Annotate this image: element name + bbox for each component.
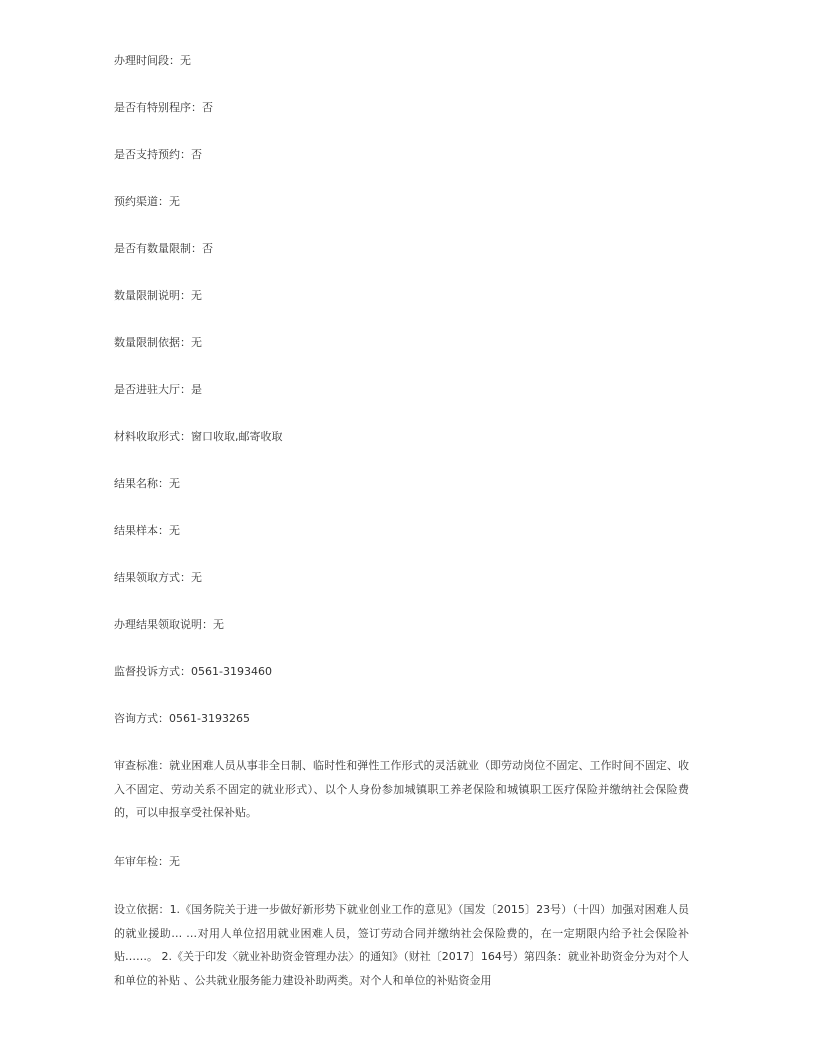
field-label: 材料收取形式： xyxy=(114,430,191,443)
field-value: 否 xyxy=(202,242,213,255)
field-material-collection xyxy=(114,430,283,444)
legal-basis-paragraph xyxy=(114,898,689,992)
field-value: 无 xyxy=(213,618,224,631)
field-value: 无 xyxy=(169,477,180,490)
field-value: 无 xyxy=(169,855,180,868)
field-label: 年审年检： xyxy=(114,855,169,868)
review-standard-paragraph xyxy=(114,754,689,825)
field-value: 否 xyxy=(191,148,202,161)
field-result-pickup xyxy=(114,571,202,585)
field-value: 窗口收取,邮寄收取 xyxy=(191,430,283,443)
field-label: 是否有特别程序： xyxy=(114,101,202,114)
field-value: 无 xyxy=(169,524,180,537)
field-appointment-support xyxy=(114,148,202,162)
field-label: 是否进驻大厅： xyxy=(114,383,191,396)
field-label: 是否有数量限制： xyxy=(114,242,202,255)
field-value: 无 xyxy=(180,54,191,67)
field-label: 数量限制说明： xyxy=(114,289,191,302)
field-special-procedure xyxy=(114,101,213,115)
field-label: 监督投诉方式： xyxy=(114,665,191,678)
field-label: 设立依据： xyxy=(114,903,170,916)
field-label: 审查标准： xyxy=(114,759,170,772)
field-value: 1.《国务院关于进一步做好新形势下就业创业工作的意见》（国发〔2015〕23号）（十四）加强对困难人员的就业援助… …对用人单位招用就业困难人员，签订劳动合同并缴纳社会保险费的，在一定期限内给予社会保险补贴……。 2.《关于印发〈就业补助资金管理办法〉的通知》（财社〔2017〕164号）第四条：就业补助资金分为对个人和单位的补贴 、公共就业服务能力建设补助两类。对个人和单位的补贴资金用 xyxy=(114,903,690,987)
field-result-sample xyxy=(114,524,180,538)
field-value: 无 xyxy=(191,336,202,349)
field-value: 0561-3193460 xyxy=(191,665,272,678)
field-label: 办理时间段： xyxy=(114,54,180,67)
field-value: 否 xyxy=(202,101,213,114)
field-value: 就业困难人员从事非全日制、临时性和弹性工作形式的灵活就业（即劳动岗位不固定、工作时间不固定、收入不固定、劳动关系不固定的就业形式）、以个人身份参加城镇职工养老保险和城镇职工医疗保险并缴纳社会保险费的，可以申报享受社保补贴。 xyxy=(114,759,689,819)
field-result-name xyxy=(114,477,180,491)
field-complaint-contact xyxy=(114,665,272,679)
field-quantity-limit-basis xyxy=(114,336,202,350)
field-consultation-contact xyxy=(114,712,250,726)
field-value: 0561-3193265 xyxy=(169,712,250,725)
field-appointment-channel xyxy=(114,195,180,209)
field-quantity-limit-note xyxy=(114,289,202,303)
field-value: 无 xyxy=(191,289,202,302)
field-label: 结果名称： xyxy=(114,477,169,490)
field-label: 结果样本： xyxy=(114,524,169,537)
field-in-hall xyxy=(114,383,202,397)
field-label: 预约渠道： xyxy=(114,195,169,208)
field-processing-time xyxy=(114,54,191,68)
field-label: 咨询方式： xyxy=(114,712,169,725)
field-result-pickup-note xyxy=(114,618,224,632)
field-annual-review xyxy=(114,855,180,869)
field-value: 是 xyxy=(191,383,202,396)
field-label: 办理结果领取说明： xyxy=(114,618,213,631)
field-quantity-limit xyxy=(114,242,213,256)
field-label: 数量限制依据： xyxy=(114,336,191,349)
field-value: 无 xyxy=(191,571,202,584)
field-label: 结果领取方式： xyxy=(114,571,191,584)
field-label: 是否支持预约： xyxy=(114,148,191,161)
field-value: 无 xyxy=(169,195,180,208)
